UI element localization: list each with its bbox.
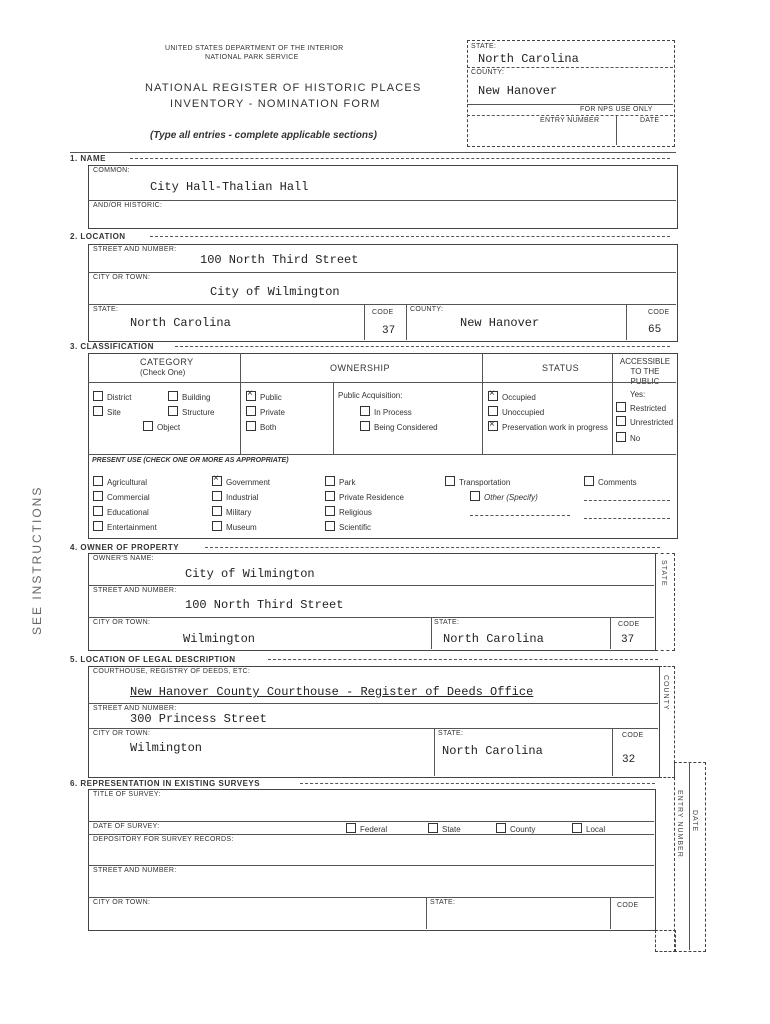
owner-city-label: CITY OR TOWN: [93,619,151,626]
left-margin-text: SEE INSTRUCTIONS [30,485,44,635]
courthouse-field[interactable]: New Hanover County Courthouse - Register of Deeds Office [130,685,534,699]
category-site[interactable]: Site [93,406,121,417]
section5-heading: 5. LOCATION OF LEGAL DESCRIPTION [70,655,236,664]
status-unoccupied[interactable]: Unoccupied [488,406,544,417]
use-agricultural[interactable]: Agricultural [93,476,147,487]
use-museum[interactable]: Museum [212,521,257,532]
section3-box [88,353,678,539]
acquisition-in-process[interactable]: In Process [360,406,412,417]
tr-entry-label: ENTRY NUMBER [540,117,600,124]
section6-heading: 6. REPRESENTATION IN EXISTING SURVEYS [70,779,261,788]
category-structure[interactable]: Structure [168,406,214,417]
survey-title-label: TITLE OF SURVEY: [93,791,161,798]
level-county[interactable]: County [496,823,535,834]
use-industrial[interactable]: Industrial [212,491,258,502]
section1-heading: 1. NAME [70,154,106,163]
right-county-label: COUNTY [662,675,669,711]
legal-street-label: STREET AND NUMBER: [93,705,177,712]
city-label: CITY OR TOWN: [93,274,151,281]
historic-label: AND/OR HISTORIC: [93,202,163,209]
owner-street-field[interactable]: 100 North Third Street [185,598,344,612]
use-entertainment[interactable]: Entertainment [93,521,157,532]
status-occupied[interactable]: ×Occupied [488,391,536,402]
common-name-field[interactable]: City Hall-Thalian Hall [150,180,309,194]
survey-date-label: DATE OF SURVEY: [93,823,160,830]
status-header: STATUS [542,363,580,373]
survey-city-label: CITY OR TOWN: [93,899,151,906]
legal-code-label: CODE [622,732,644,739]
form-title-line1: NATIONAL REGISTER OF HISTORIC PLACES [145,82,422,94]
legal-state-label: STATE: [438,730,464,737]
category-sub: (Check One) [140,368,186,377]
form-instructions: (Type all entries - complete applicable sections) [150,130,377,141]
section6-box [88,789,656,931]
level-state[interactable]: State [428,823,461,834]
right-state-label: STATE [660,560,667,587]
use-educational[interactable]: Educational [93,506,149,517]
section4-box [88,553,656,651]
owner-state-label: STATE: [434,619,460,626]
use-commercial[interactable]: Commercial [93,491,150,502]
category-building[interactable]: Building [168,391,210,402]
county-code-label: CODE [648,309,670,316]
owner-code-field[interactable]: 37 [621,634,635,646]
use-other[interactable]: Other (Specify) [470,491,538,502]
county-code-field[interactable]: 65 [648,324,662,336]
category-header: CATEGORY [140,357,194,367]
tr-county-label: COUNTY: [471,69,505,76]
legal-city-label: CITY OR TOWN: [93,730,151,737]
category-district[interactable]: District [93,391,131,402]
section1-box [88,165,678,229]
service-line: NATIONAL PARK SERVICE [205,54,299,61]
use-military[interactable]: Military [212,506,251,517]
legal-street-field[interactable]: 300 Princess Street [130,712,267,726]
ownership-header: OWNERSHIP [330,363,391,373]
street-label: STREET AND NUMBER: [93,246,177,253]
legal-code-field[interactable]: 32 [622,754,636,766]
loc-state-label: STATE: [93,306,119,313]
tr-state-value[interactable]: North Carolina [478,52,579,66]
tr-county-value[interactable]: New Hanover [478,84,558,98]
acquisition-being-considered[interactable]: Being Considered [360,421,438,432]
courthouse-label: COURTHOUSE, REGISTRY OF DEEDS, ETC: [93,668,251,675]
use-religious[interactable]: Religious [325,506,372,517]
street-field[interactable]: 100 North Third Street [200,253,359,267]
accessible-yes: Yes: [630,390,646,399]
loc-county-field[interactable]: New Hanover [460,316,540,330]
use-comments[interactable]: Comments [584,476,637,487]
use-park[interactable]: Park [325,476,355,487]
owner-label: OWNER'S NAME: [93,555,154,562]
section2-heading: 2. LOCATION [70,232,126,241]
city-field[interactable]: City of Wilmington [210,285,340,299]
acquisition-label: Public Acquisition: [338,391,403,400]
ownership-public[interactable]: ×Public [246,391,282,402]
present-use-label: PRESENT USE (CHECK ONE OR MORE AS APPROPRIATE) [92,457,289,464]
accessible-unrestricted[interactable]: Unrestricted [616,416,673,427]
use-scientific[interactable]: Scientific [325,521,371,532]
level-local[interactable]: Local [572,823,605,834]
level-federal[interactable]: Federal [346,823,387,834]
use-transportation[interactable]: Transportation [445,476,510,487]
use-government[interactable]: ×Government [212,476,270,487]
right-corner-box [655,930,676,952]
right-date-label: DATE [691,810,698,833]
owner-city-field[interactable]: Wilmington [183,632,256,646]
owner-state-field[interactable]: North Carolina [443,632,544,646]
survey-street-label: STREET AND NUMBER: [93,867,177,874]
legal-state-field[interactable]: North Carolina [442,744,543,758]
department-line: UNITED STATES DEPARTMENT OF THE INTERIOR [165,45,344,52]
owner-street-label: STREET AND NUMBER: [93,587,177,594]
accessible-header: ACCESSIBLE TO THE PUBLIC [619,357,671,386]
tr-state-label: STATE: [471,43,497,50]
tr-date-label: DATE [640,117,660,124]
category-object[interactable]: Object [143,421,180,432]
owner-name-field[interactable]: City of Wilmington [185,567,315,581]
owner-code-label: CODE [618,621,640,628]
section3-heading: 3. CLASSIFICATION [70,342,154,351]
accessible-restricted[interactable]: Restricted [616,402,666,413]
form-title-line2: INVENTORY - NOMINATION FORM [170,98,381,110]
ownership-private[interactable]: Private [246,406,285,417]
loc-code-field[interactable]: 37 [382,325,396,337]
survey-state-label: STATE: [430,899,456,906]
right-entry-label: ENTRY NUMBER [676,790,683,858]
loc-county-label: COUNTY: [410,306,444,313]
survey-code-label: CODE [617,902,639,909]
legal-city-field[interactable]: Wilmington [130,741,203,755]
ownership-both[interactable]: Both [246,421,276,432]
depository-label: DEPOSITORY FOR SURVEY RECORDS: [93,836,234,843]
loc-code-label: CODE [372,309,394,316]
common-label: COMMON: [93,167,130,174]
use-private-residence[interactable]: Private Residence [325,491,404,502]
section4-heading: 4. OWNER OF PROPERTY [70,543,180,552]
status-preservation[interactable]: ×Preservation work in progress [488,421,610,434]
accessible-no[interactable]: No [616,432,640,443]
loc-state-field[interactable]: North Carolina [130,316,231,330]
tr-nps-label: FOR NPS USE ONLY [580,106,653,113]
